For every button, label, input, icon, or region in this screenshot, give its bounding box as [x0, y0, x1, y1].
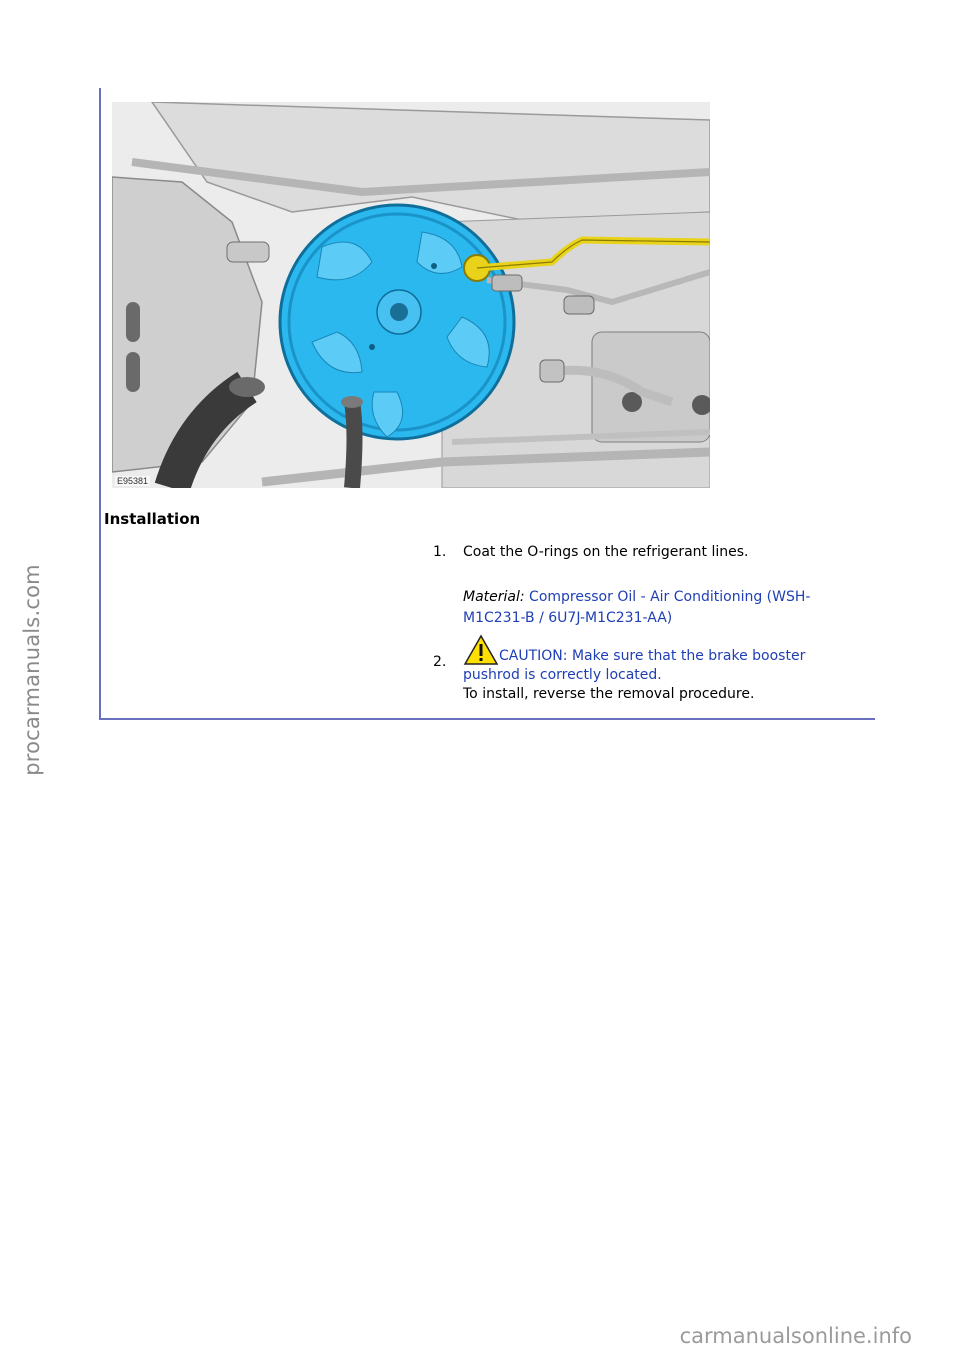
material-note	[463, 587, 863, 629]
material-value: Compressor Oil - Air Conditioning (WSH-M1C231-B / 6U7J-M1C231-AA)	[463, 589, 811, 626]
step-2-number: 2.	[433, 654, 447, 670]
side-watermark	[14, 560, 50, 780]
step-1-text: Coat the O-rings on the refrigerant lines.	[463, 544, 749, 560]
install-note: To install, reverse the removal procedure.	[463, 686, 755, 702]
section-heading: Installation	[104, 510, 201, 528]
footer-watermark: carmanualsonline.info	[679, 1324, 912, 1348]
step-1-number: 1.	[433, 544, 447, 560]
caution-block	[463, 634, 868, 704]
material-label: Material:	[463, 589, 525, 605]
caution-text: CAUTION: Make sure that the brake booster	[499, 648, 806, 664]
caution-text-cont: pushrod is correctly located.	[463, 667, 662, 683]
warning-triangle-icon	[463, 634, 499, 666]
brake-booster-illustration	[112, 102, 710, 488]
figure-id-label: E95381	[117, 476, 149, 486]
brake-booster-figure	[112, 102, 710, 488]
side-watermark-text: procarmanuals.com	[20, 564, 44, 776]
